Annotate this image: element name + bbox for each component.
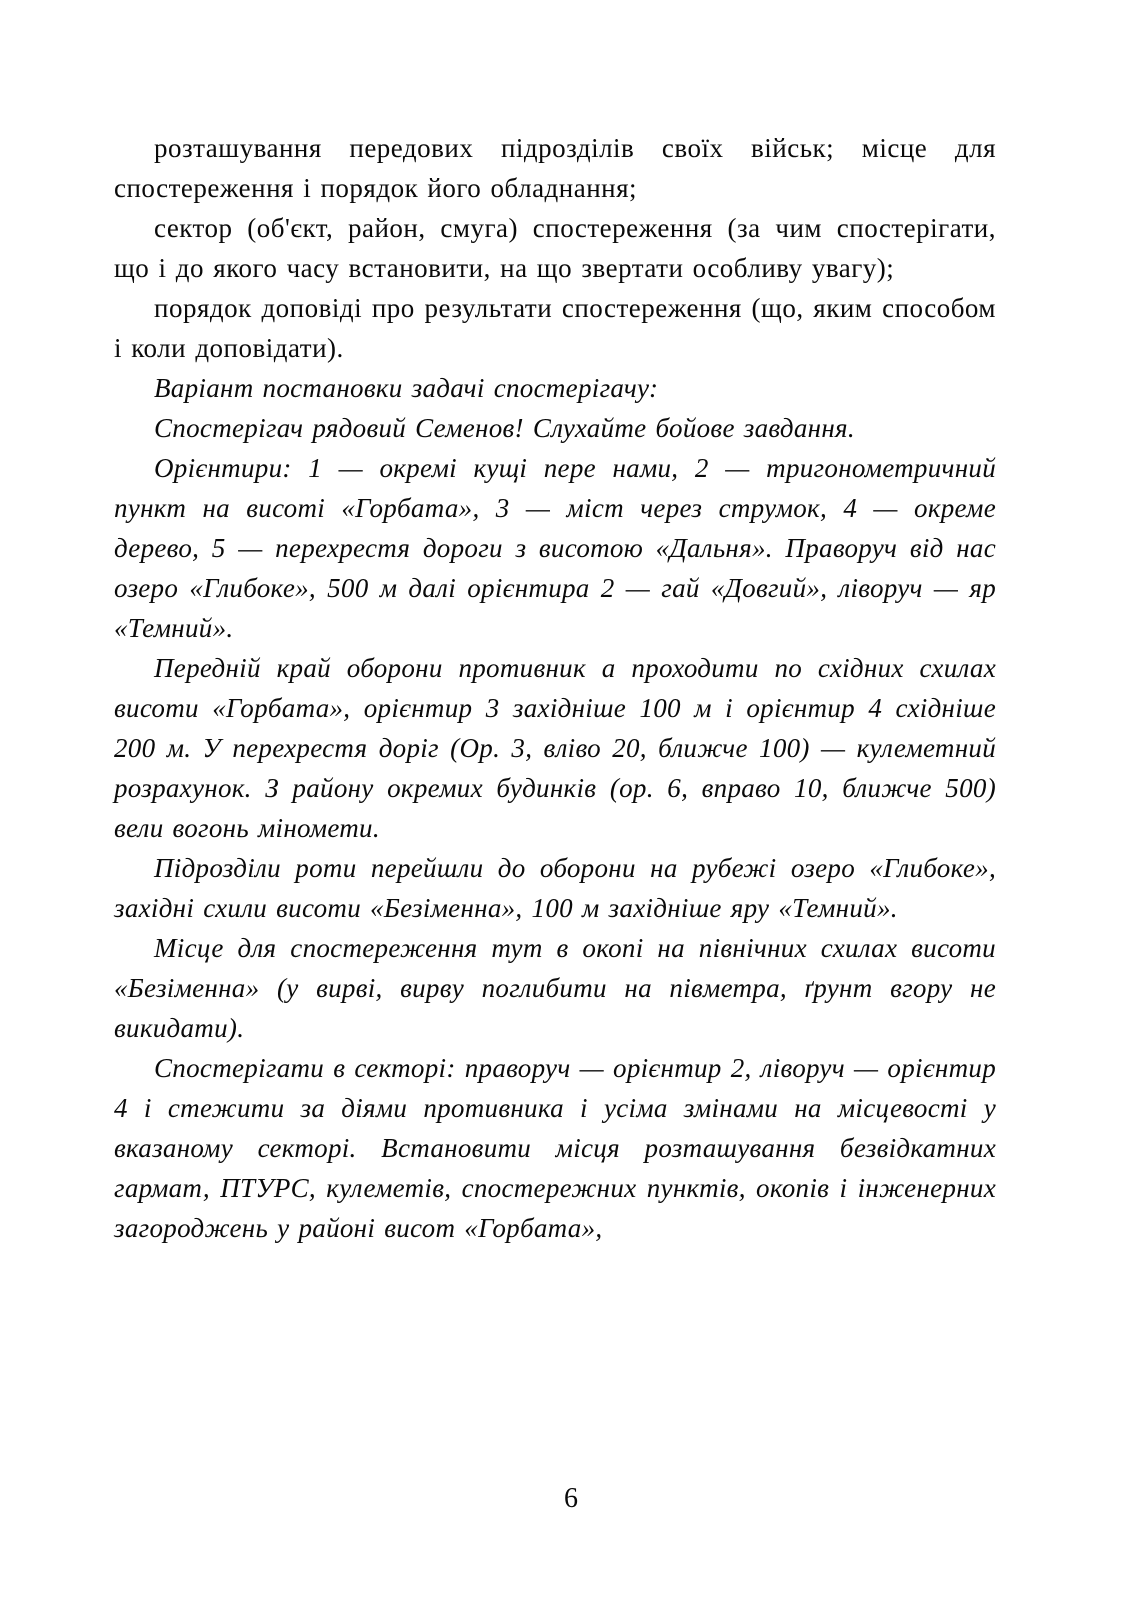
page-text bbox=[114, 128, 996, 1248]
paragraph: Варіант постановки задачі спостерігачу: bbox=[154, 373, 659, 403]
paragraph: Спостерігач рядовий Семенов! Слухайте бойове завдання. bbox=[154, 413, 855, 443]
paragraph: Орієнтири: 1 — окремі кущі пере нами, 2 — тригонометричний пункт на висоті «Горбата», 3 — міст через струмок, 4 — окреме дерево, 5 — перехрестя дороги з висотою «Дальня». Праворуч від нас озеро «Глибоке», 500 м далі орієнтира 2 — гай «Довгий», ліворуч — яр «Темний». bbox=[114, 453, 996, 643]
paragraph: Передній край оборони противник а проходити по східних схилах висоти «Горбата», орієнтир 3 західніше 100 м і орієнтир 4 східніше 200 м. У перехрестя доріг (Ор. 3, вліво 20, ближче 100) — кулеметний розрахунок. З району окремих будинків (ор. 6, вправо 10, ближче 500) вели вогонь міномети. bbox=[114, 653, 996, 843]
paragraph: Підрозділи роти перейшли до оборони на рубежі озеро «Глибоке», західні схили висоти «Безіменна», 100 м західніше яру «Темний». bbox=[114, 853, 996, 923]
paragraph: порядок доповіді про результати спостереження (що, яким способом і коли доповідати). bbox=[114, 293, 996, 363]
paragraph: Місце для спостереження тут в окопі на північних схилах висоти «Безіменна» (у вирві, вирву поглибити на півметра, ґрунт вгору не викидати). bbox=[114, 933, 996, 1043]
paragraph: сектор (об'єкт, район, смуга) спостереження (за чим спостерігати, що і до якого часу встановити, на що звертати особливу увагу); bbox=[114, 213, 996, 283]
page-number: 6 bbox=[564, 1483, 578, 1514]
paragraph: Спостерігати в секторі: праворуч — орієнтир 2, ліворуч — орієнтир 4 і стежити за діями противника і усіма змінами на місцевості у вказаному секторі. Встановити місця розташування безвідкатних гармат, ПТУРС, кулеметів, спостережних пунктів, окопів і інженерних загороджень у районі висот «Горбата», bbox=[114, 1053, 996, 1243]
paragraph: розташування передових підрозділів своїх військ; місце для спостереження і порядок його обладнання; bbox=[114, 133, 996, 203]
